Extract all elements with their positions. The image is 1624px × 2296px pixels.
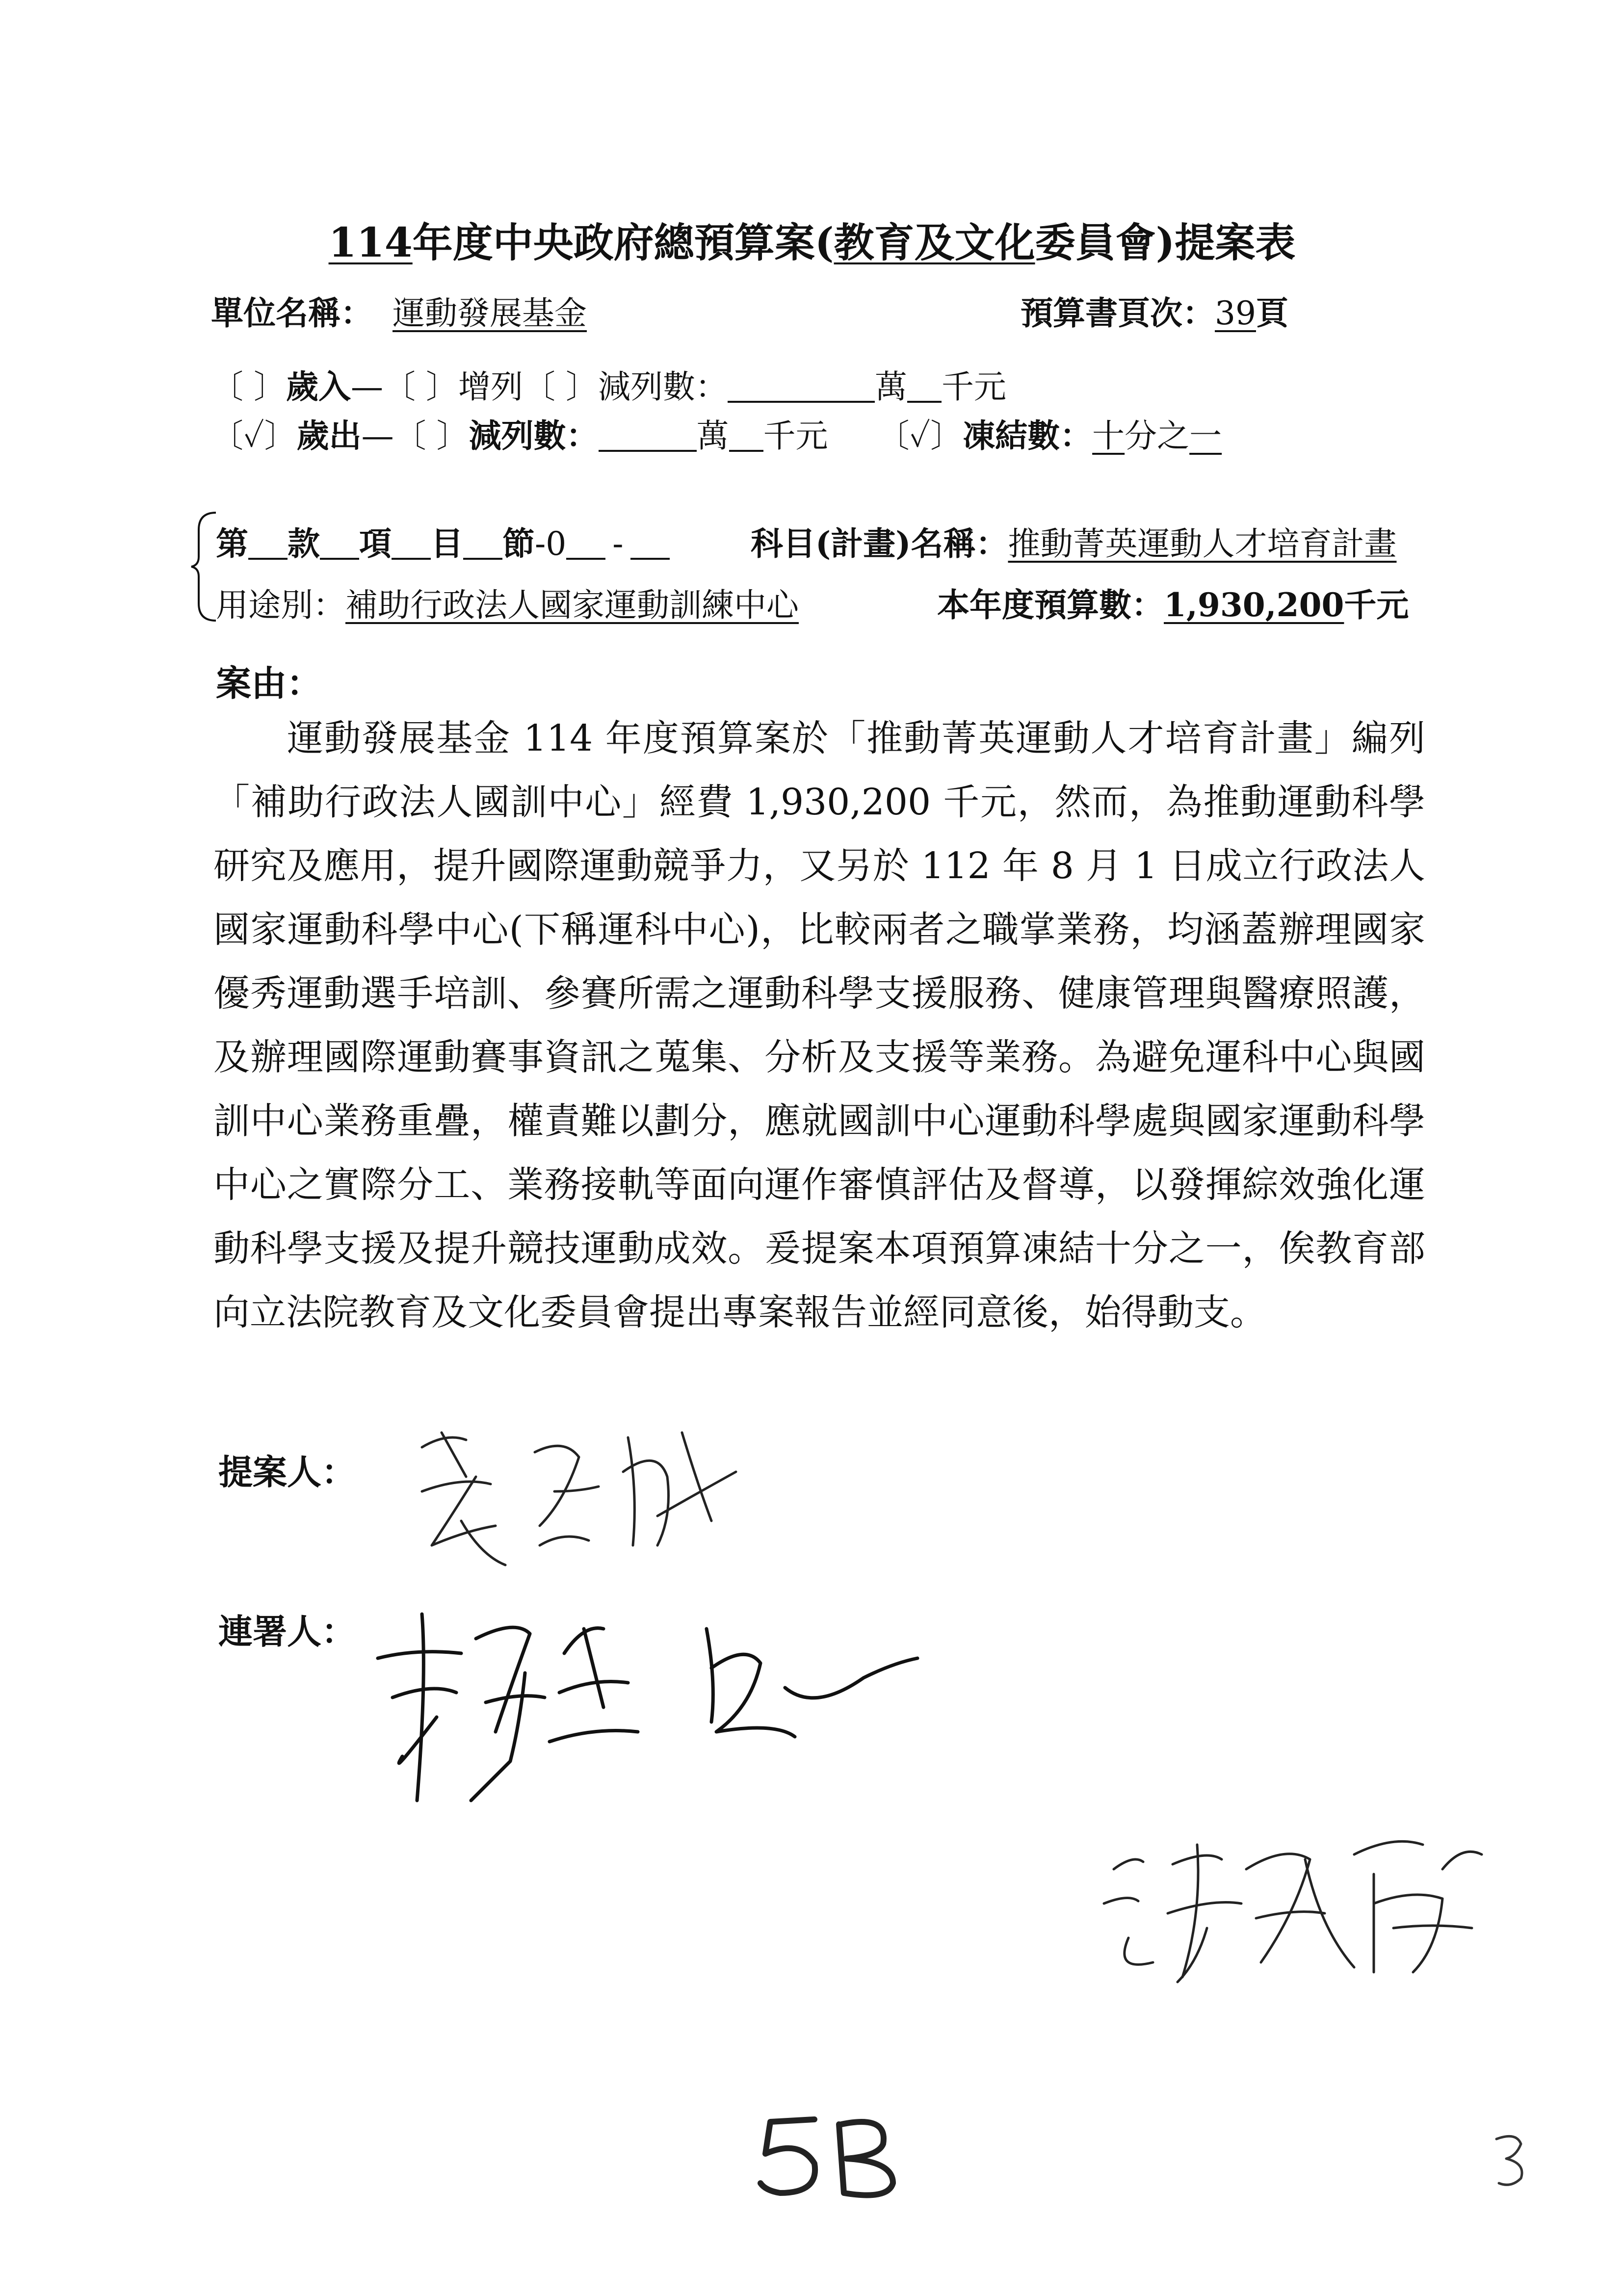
- corner-mark-drawing: [1487, 2129, 1536, 2193]
- subject-value: 推動菁英運動人才培育計畫: [1008, 525, 1397, 563]
- section-jie-value: -0: [535, 525, 567, 563]
- budget-row: [937, 579, 1409, 626]
- case-label: 案由：: [216, 662, 322, 704]
- expense-qianyuan: 千元: [763, 417, 828, 455]
- revenue-wan-blank: [728, 368, 875, 403]
- budget-page-suffix: 頁: [1256, 294, 1288, 332]
- section-blank: [463, 525, 502, 560]
- budget-page-label: 預算書頁次：: [1021, 294, 1215, 332]
- form-title: [0, 211, 1624, 268]
- unit-value: 運動發展基金: [393, 294, 587, 332]
- subject-row: [751, 518, 1396, 564]
- page-number-drawing: [756, 2110, 903, 2203]
- title-part2: 委員會)提案表: [1035, 219, 1296, 266]
- usage-label: 用途別：: [216, 586, 345, 624]
- proposer-signature: [393, 1418, 765, 1580]
- decrease-checkbox: 〔 〕: [523, 368, 598, 406]
- freeze-checkbox: 〔✓〕: [877, 417, 963, 455]
- corner-mark: [1487, 2129, 1536, 2195]
- expense-decrease-label: 減列數：: [469, 417, 599, 455]
- section-dash: -: [612, 525, 624, 563]
- freeze-denominator: 一: [1189, 417, 1222, 455]
- cosigner-signature: [373, 1594, 922, 1820]
- freeze-numerator: 十: [1092, 417, 1125, 455]
- section-xiang: 項: [359, 524, 392, 563]
- section-blank: [392, 525, 431, 560]
- revenue-checkbox: 〔 〕: [211, 368, 286, 406]
- budget-page-row: [1021, 287, 1288, 334]
- revenue-decrease-label: 減列數：: [598, 368, 728, 406]
- expense-wan: 萬: [696, 417, 729, 455]
- revenue-qian-blank: [907, 368, 942, 403]
- revenue-dash: —: [350, 368, 383, 406]
- expense-checkbox: 〔✓〕: [211, 417, 297, 455]
- section-blank: [630, 525, 670, 560]
- usage-value: 補助行政法人國家運動訓練中心: [345, 586, 799, 624]
- expense-line: [211, 410, 1222, 456]
- section-jie: 節: [502, 524, 535, 563]
- budget-value: 1,930,200: [1164, 586, 1344, 624]
- budget-page-value: 39: [1215, 294, 1256, 332]
- revenue-qianyuan: 千元: [941, 368, 1006, 406]
- title-year: 114: [328, 219, 413, 266]
- budget-label: 本年度預算數：: [937, 586, 1164, 624]
- usage-row: [216, 579, 799, 626]
- section-mu: 目: [431, 524, 463, 563]
- freeze-label: 凍結數：: [963, 417, 1093, 455]
- corner-mark-text: [1487, 2129, 1490, 2135]
- left-bracket: [189, 510, 218, 623]
- title-part1: 年度中央政府總預算案(: [412, 219, 834, 266]
- section-blank: [566, 525, 605, 560]
- revenue-line: [211, 361, 1006, 407]
- page-number-text: [756, 2110, 762, 2115]
- section-blank: [320, 525, 359, 560]
- revenue-label: 歲入: [286, 367, 351, 406]
- expense-label: 歲出: [296, 417, 362, 455]
- subject-label: 科目(計畫)名稱：: [751, 524, 1008, 563]
- budget-unit: 千元: [1344, 586, 1409, 624]
- cosigner-label: 連署人：: [218, 1611, 356, 1652]
- section-kuan: 款: [288, 524, 320, 563]
- title-committee: 教育及文化: [834, 219, 1035, 266]
- revenue-wan: 萬: [874, 368, 907, 406]
- handwritten-page-number: [756, 2110, 903, 2205]
- second-cosigner-signature: [1099, 1815, 1492, 2007]
- expense-qian-blank: [729, 417, 763, 452]
- proposer-label: 提案人：: [218, 1452, 356, 1492]
- freeze-mid: 分之: [1125, 417, 1190, 455]
- expense-dash: —: [361, 417, 394, 455]
- unit-label: 單位名稱：: [211, 294, 373, 332]
- unit-row: [211, 287, 736, 334]
- increase-checkbox: 〔 〕: [383, 368, 458, 406]
- section-blank: [248, 525, 288, 560]
- case-body: 運動發展基金 114 年度預算案於「推動菁英運動人才培育計畫」編列「補助行政法人國訓中心」經費 1,930,200 千元，然而，為推動運動科學研究及應用，提升國際運動競爭力，又另於 112 年 8 月 1 日成立行政法人國家運動科學中心(下稱運科中心)，比較兩者之職掌業務，均涵蓋辦理國家優秀運動選手培訓、參賽所需之運動科學支援服務、健康管理與醫療照護，及辦理國際運動賽事資訊之蒐集、分析及支援等業務。為避免運科中心與國訓中心業務重疊，權責難以劃分，應就國訓中心運動科學處與國家運動科學中心之實際分工、業務接軌等面向運作審慎評估及督導，以發揮綜效強化運動科學支援及提升競技運動成效。爰提案本項預算凍結十分之一，俟教育部向立法院教育及文化委員會提出專案報告並經同意後，始得動支。: [213, 717, 1425, 1333]
- expense-decrease-checkbox: 〔 〕: [393, 417, 469, 455]
- section-row: [216, 518, 670, 564]
- increase-label: 增列: [458, 368, 523, 406]
- expense-wan-blank: [599, 417, 697, 452]
- section-di: 第: [216, 524, 248, 563]
